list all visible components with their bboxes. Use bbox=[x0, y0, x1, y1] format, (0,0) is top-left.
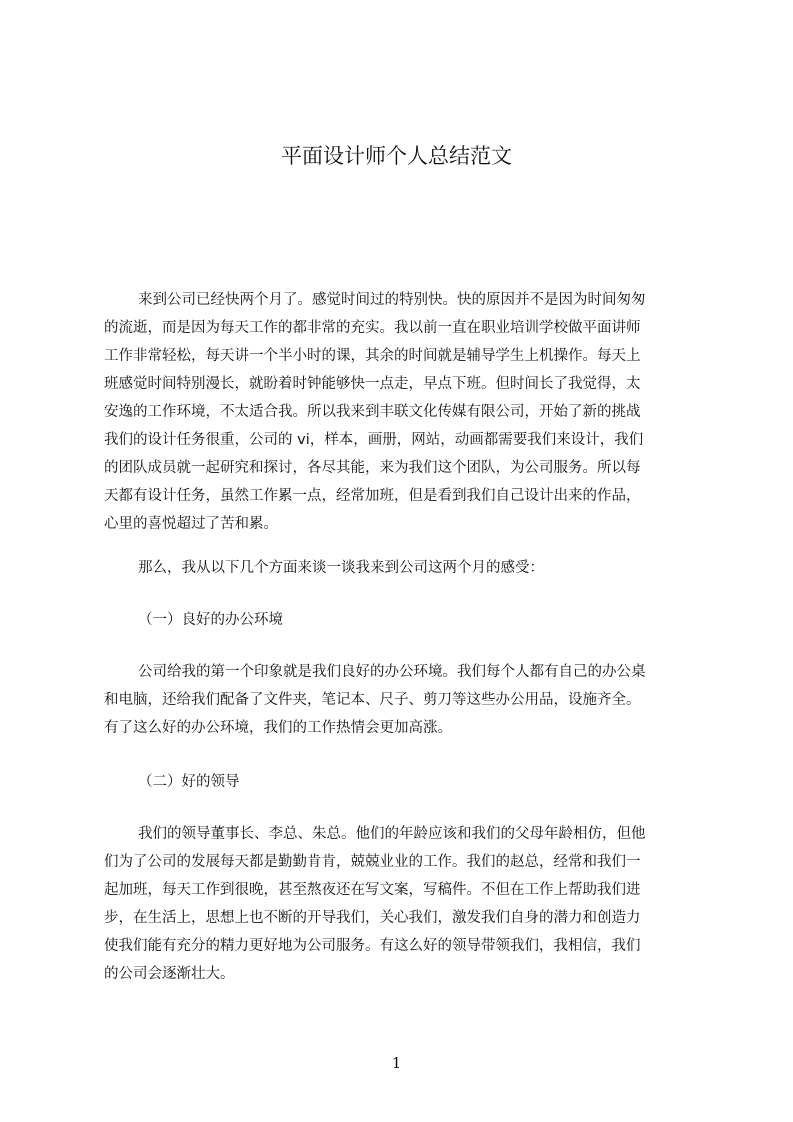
paragraph-2-line-1: 那么，我从以下几个方面来谈一谈我来到公司这两个月的感受： bbox=[138, 560, 544, 576]
paragraph-1-line-9: 心里的喜悦超过了苦和累。 bbox=[104, 516, 278, 532]
paragraph-4-line-2: 们为了公司的发展每天都是勤勤肯肯，兢兢业业的工作。我们的赵总，经常和我们一 bbox=[104, 854, 641, 870]
section-heading-environment: （一）良好的办公环境 bbox=[138, 612, 283, 628]
paragraph-1-line-5: 安逸的工作环境，不太适合我。所以我来到丰联文化传媒有限公司，开始了新的挑战 bbox=[104, 404, 641, 420]
paragraph-4-line-1: 我们的领导董事长、李总、朱总。他们的年龄应该和我们的父母年龄相仿，但他 bbox=[138, 826, 646, 842]
paragraph-1-line-4: 班感觉时间特别漫长，就盼着时钟能够快一点走，早点下班。但时间长了我觉得，太 bbox=[104, 376, 641, 392]
paragraph-3-line-2: 和电脑，还给我们配备了文件夹，笔记本、尺子、剪刀等这些办公用品，设施齐全。 bbox=[104, 692, 641, 708]
page-number: 1 bbox=[391, 1054, 402, 1072]
paragraph-4-line-3: 起加班，每天工作到很晚，甚至熬夜还在写文案，写稿件。不但在工作上帮助我们进 bbox=[104, 882, 641, 898]
paragraph-4-line-6: 的公司会逐渐壮大。 bbox=[104, 966, 235, 982]
paragraph-3-line-1: 公司给我的第一个印象就是我们良好的办公环境。我们每个人都有自己的办公桌 bbox=[138, 664, 646, 680]
paragraph-4-line-4: 步，在生活上，思想上也不断的开导我们，关心我们，激发我们自身的潜力和创造力 bbox=[104, 910, 641, 926]
paragraph-1-line-8: 天都有设计任务，虽然工作累一点，经常加班，但是看到我们自己设计出来的作品， bbox=[104, 488, 641, 504]
paragraph-1-line-3: 工作非常轻松，每天讲一个半小时的课，其余的时间就是辅导学生上机操作。每天上 bbox=[104, 348, 641, 364]
paragraph-3-line-3: 有了这么好的办公环境，我们的工作热情会更加高涨。 bbox=[104, 720, 452, 736]
paragraph-1-line-7: 的团队成员就一起研究和探讨，各尽其能，来为我们这个团队，为公司服务。所以每 bbox=[104, 460, 641, 476]
paragraph-1-line-6: 我们的设计任务很重，公司的 vi，样本，画册，网站，动画都需要我们来设计，我们 bbox=[104, 432, 644, 448]
paragraph-4-line-5: 使我们能有充分的精力更好地为公司服务。有这么好的领导带领我们，我相信，我们 bbox=[104, 938, 641, 954]
paragraph-1-line-2: 的流逝，而是因为每天工作的都非常的充实。我以前一直在职业培训学校做平面讲师 bbox=[104, 320, 641, 336]
section-heading-leadership: （二）好的领导 bbox=[138, 774, 240, 790]
page-title: 平面设计师个人总结范文 bbox=[281, 144, 512, 168]
paragraph-1-line-1: 来到公司已经快两个月了。感觉时间过的特别快。快的原因并不是因为时间匆匆 bbox=[138, 292, 646, 308]
